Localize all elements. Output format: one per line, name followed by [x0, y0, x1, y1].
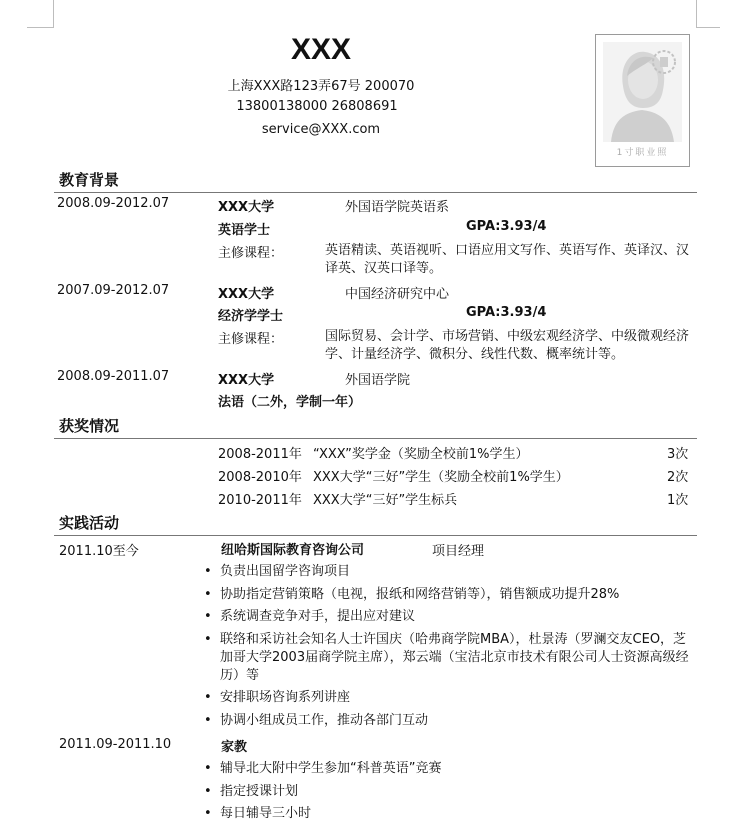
- edu-degree: 经济学学士: [218, 309, 284, 324]
- edu-school: XXX大学: [218, 200, 275, 215]
- bullet-icon: •: [204, 609, 212, 624]
- list-item: • 辅导北大附中学生参加“科普英语”竞赛: [204, 761, 442, 776]
- edu-gpa: GPA:3.93/4: [466, 219, 547, 234]
- list-item: • 每日辅导三小时: [204, 806, 312, 821]
- edu-courses-label: 主修课程：: [218, 246, 284, 261]
- avatar-silhouette-icon: [603, 42, 682, 142]
- bullet-icon: •: [204, 564, 212, 579]
- edu-department: 外国语学院: [345, 373, 411, 388]
- edu-degree: 法语（二外，学制一年）: [218, 395, 362, 410]
- crop-mark-left-horizontal: [27, 27, 54, 28]
- award-years: 2008-2010年: [218, 470, 302, 485]
- list-item: • 系统调查竞争对手，提出应对建议: [204, 609, 416, 624]
- job-organization: 纽哈斯国际教育咨询公司: [221, 543, 365, 558]
- crop-mark-right-horizontal: [696, 27, 720, 28]
- list-item: • 联络和采访社会知名人士许国庆（哈弗商学院MBA），杜景涛（罗澜交友CEO，芝加哥大学2003届商学院主席），郑云端（宝洁北京市技术有限公司人士资源高级经历）等: [204, 631, 689, 683]
- job-role: 项目经理: [432, 544, 485, 559]
- section-divider: [54, 535, 697, 536]
- edu-courses-label: 主修课程：: [218, 332, 284, 347]
- edu-date: 2007.09-2012.07: [57, 283, 170, 298]
- bullet-icon: •: [204, 783, 212, 799]
- award-description: “XXX”奖学金（奖励全校前1%学生）: [313, 447, 529, 462]
- section-title-education: 教育背景: [59, 171, 120, 189]
- bullet-icon: •: [204, 631, 212, 647]
- crop-mark-left-vertical: [53, 0, 54, 27]
- list-item: • 负责出国留学咨询项目: [204, 564, 351, 579]
- job-date: 2011.10至今: [59, 544, 139, 559]
- edu-department: 外国语学院英语系: [345, 200, 450, 215]
- award-description: XXX大学“三好”学生（奖励全校前1%学生）: [313, 470, 569, 485]
- edu-school: XXX大学: [218, 373, 275, 388]
- job-date: 2011.09-2011.10: [59, 737, 172, 752]
- edu-degree: 英语学士: [218, 223, 271, 238]
- award-count: 3次: [667, 447, 689, 462]
- edu-date: 2008.09-2011.07: [57, 369, 170, 384]
- bullet-icon: •: [204, 761, 212, 776]
- award-count: 2次: [667, 470, 689, 485]
- award-years: 2010-2011年: [218, 493, 302, 508]
- edu-courses: 英语精读、英语视听、口语应用文写作、英语写作、英译汉、汉译英、汉英口译等。: [325, 243, 690, 276]
- email: service@XXX.com: [261, 122, 381, 137]
- phone-numbers: 13800138000 26808691: [236, 99, 398, 114]
- list-item: • 安排职场咨询系列讲座: [204, 690, 351, 705]
- address: 上海XXX路123弄67号 200070: [227, 79, 415, 94]
- photo-caption: 1寸职业照: [616, 148, 669, 158]
- crop-mark-right-vertical: [696, 0, 697, 27]
- photo-placeholder: [595, 34, 690, 167]
- edu-gpa: GPA:3.93/4: [466, 305, 547, 320]
- section-title-practice: 实践活动: [59, 514, 120, 532]
- bullet-icon: •: [204, 586, 212, 602]
- award-years: 2008-2011年: [218, 447, 302, 462]
- section-title-awards: 获奖情况: [59, 417, 120, 435]
- edu-department: 中国经济研究中心: [345, 287, 450, 302]
- bullet-icon: •: [204, 690, 212, 705]
- edu-date: 2008.09-2012.07: [57, 196, 170, 211]
- bullet-icon: •: [204, 712, 212, 728]
- resume-name: XXX: [290, 33, 352, 66]
- section-divider: [54, 192, 697, 193]
- list-item: • 指定授课计划: [204, 783, 299, 799]
- award-count: 1次: [667, 493, 689, 508]
- job-duties-list: [201, 563, 701, 734]
- edu-school: XXX大学: [218, 287, 275, 302]
- edu-courses: 国际贸易、会计学、市场营销、中级宏观经济学、中级微观经济学、计量经济学、微积分、线性代数、概率统计等。: [325, 329, 690, 362]
- list-item: • 协助指定营销策略（电视，报纸和网络营销等），销售额成功提升28%: [204, 586, 620, 602]
- award-description: XXX大学“三好”学生标兵: [313, 493, 458, 508]
- job-organization: 家教: [221, 740, 248, 755]
- bullet-icon: •: [204, 806, 212, 821]
- list-item: • 协调小组成员工作，推动各部门互动: [204, 712, 429, 728]
- job-duties-list: [201, 760, 701, 828]
- section-divider: [54, 438, 697, 439]
